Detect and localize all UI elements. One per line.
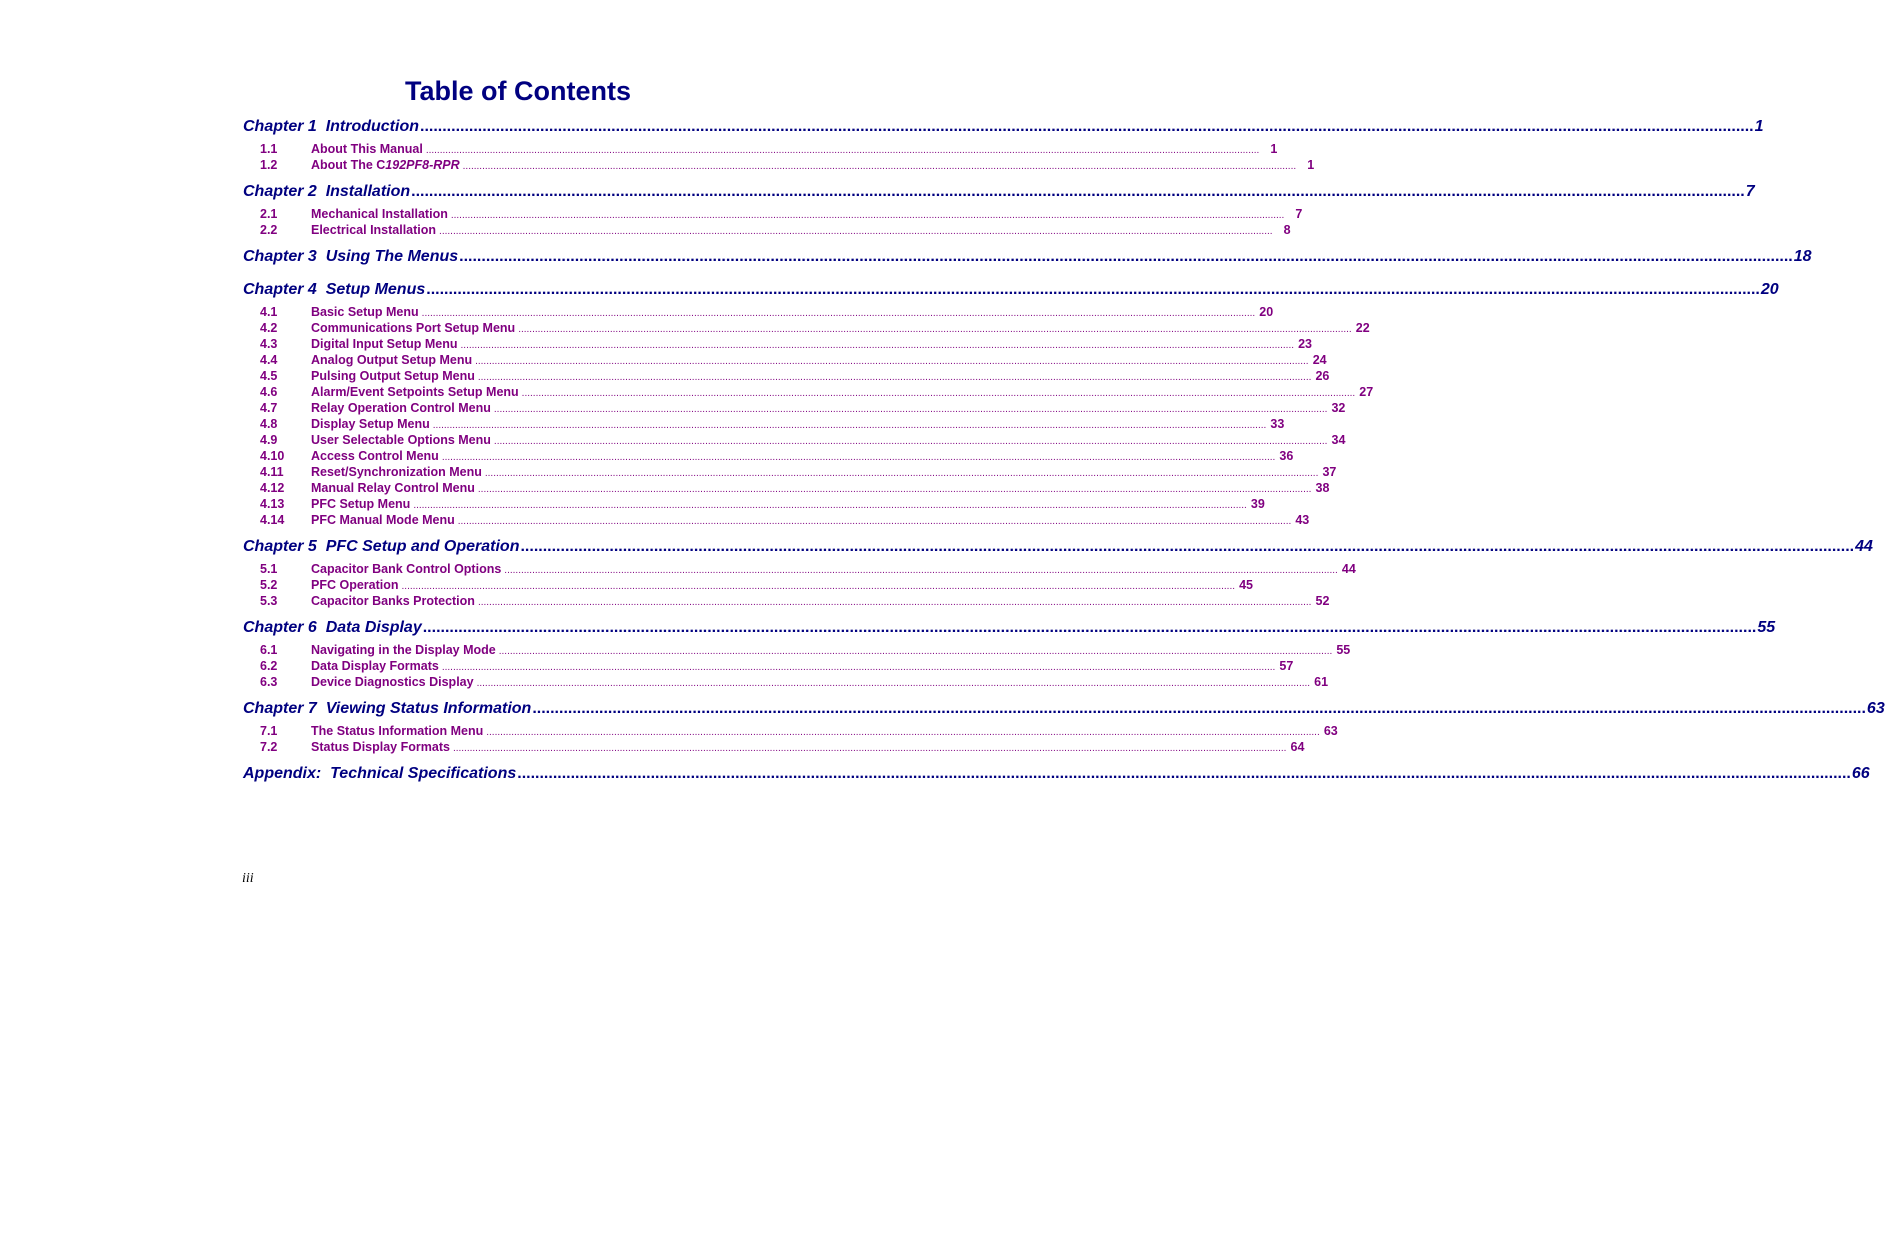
section-title-text: Basic Setup Menu bbox=[311, 305, 419, 319]
toc-section-entry[interactable] bbox=[243, 353, 1327, 369]
dot-leader: ............................................................................................................................................................................................................................................................................................................ bbox=[413, 500, 1247, 511]
toc-chapter-entry[interactable] bbox=[243, 183, 1755, 207]
toc-chapter-entry[interactable] bbox=[243, 118, 1764, 142]
chapter-title: Chapter 6 Data Display bbox=[243, 619, 422, 636]
dot-leader: ............................................................................................................................................................................................................................................................................................................ bbox=[532, 700, 1866, 717]
dot-leader: ............................................................................................................................................................................................................................................................................................................ bbox=[462, 161, 1297, 172]
toc-section-entry[interactable] bbox=[243, 158, 1315, 174]
toc-section-entry[interactable] bbox=[243, 207, 1303, 223]
toc-chapter-entry[interactable] bbox=[243, 700, 1885, 724]
dot-leader: ............................................................................................................................................................................................................................................................................................................ bbox=[476, 678, 1311, 689]
section-page-number: 33 bbox=[1270, 417, 1285, 431]
toc-section-entry[interactable] bbox=[243, 305, 1274, 321]
section-page-number: 38 bbox=[1315, 481, 1330, 495]
section-title bbox=[311, 142, 423, 156]
toc-section-entry[interactable] bbox=[243, 724, 1338, 740]
toc-section-entry[interactable] bbox=[243, 740, 1305, 756]
section-page-number: 61 bbox=[1314, 675, 1329, 689]
section-title bbox=[311, 594, 475, 608]
section-number: 6.3 bbox=[260, 675, 278, 689]
section-page-number: 1 bbox=[1307, 158, 1315, 172]
section-title bbox=[311, 497, 410, 511]
section-title bbox=[311, 724, 483, 738]
section-page-number: 20 bbox=[1259, 305, 1274, 319]
toc-chapter bbox=[243, 248, 1812, 272]
toc-section-entry[interactable] bbox=[243, 562, 1356, 578]
toc-section-entry[interactable] bbox=[243, 321, 1370, 337]
section-number: 2.1 bbox=[260, 207, 278, 221]
chapter-page-number: 44 bbox=[1855, 538, 1873, 555]
dot-leader: ............................................................................................................................................................................................................................................................................................................ bbox=[493, 436, 1328, 447]
dot-leader: ............................................................................................................................................................................................................................................................................................................ bbox=[411, 183, 1745, 200]
chapter-title: Chapter 1 Introduction bbox=[243, 118, 419, 135]
toc-chapter bbox=[243, 765, 1870, 789]
section-title bbox=[311, 643, 496, 657]
section-title bbox=[311, 740, 450, 754]
toc-section-entry[interactable] bbox=[243, 643, 1351, 659]
dot-leader: ............................................................................................................................................................................................................................................................................................................ bbox=[432, 420, 1267, 431]
section-title bbox=[311, 158, 460, 172]
chapter-title: Appendix: Technical Specifications bbox=[243, 765, 517, 782]
dot-leader: ............................................................................................................................................................................................................................................................................................................ bbox=[421, 308, 1256, 319]
chapter-page-number: 1 bbox=[1754, 118, 1764, 135]
section-page-number: 37 bbox=[1322, 465, 1337, 479]
toc-section-entry[interactable] bbox=[243, 513, 1310, 529]
toc-section-entry[interactable] bbox=[243, 337, 1313, 353]
section-number: 1.2 bbox=[260, 158, 278, 172]
chapter-page-number: 20 bbox=[1760, 281, 1779, 298]
section-title-text: Communications Port Setup Menu bbox=[311, 321, 516, 335]
toc-section-entry[interactable] bbox=[243, 401, 1346, 417]
section-title bbox=[311, 369, 475, 383]
dot-leader: ............................................................................................................................................................................................................................................................................................................ bbox=[460, 340, 1295, 351]
section-page-number: 44 bbox=[1341, 562, 1356, 576]
section-number: 4.6 bbox=[260, 385, 278, 399]
dot-leader: ............................................................................................................................................................................................................................................................................................................ bbox=[457, 516, 1292, 527]
section-title-text: Access Control Menu bbox=[311, 449, 439, 463]
dot-leader: ............................................................................................................................................................................................................................................................................................................ bbox=[518, 324, 1352, 335]
section-title-text: Mechanical Installation bbox=[311, 207, 448, 221]
dot-leader: ............................................................................................................................................................................................................................................................................................................ bbox=[486, 727, 1320, 738]
dot-leader: ............................................................................................................................................................................................................................................................................................................ bbox=[459, 248, 1793, 265]
section-number: 4.12 bbox=[260, 481, 285, 495]
section-title bbox=[311, 321, 515, 335]
dot-leader: ............................................................................................................................................................................................................................................................................................................ bbox=[452, 743, 1287, 754]
dot-leader: ............................................................................................................................................................................................................................................................................................................ bbox=[520, 538, 1855, 555]
dot-leader: ............................................................................................................................................................................................................................................................................................................ bbox=[517, 765, 1851, 782]
section-number: 4.13 bbox=[260, 497, 285, 511]
toc-chapter bbox=[243, 619, 1776, 691]
dot-leader: ............................................................................................................................................................................................................................................................................................................ bbox=[477, 372, 1312, 383]
section-number: 1.1 bbox=[260, 142, 278, 156]
dot-leader: ............................................................................................................................................................................................................................................................................................................ bbox=[425, 145, 1260, 156]
section-title bbox=[311, 385, 519, 399]
section-title bbox=[311, 675, 474, 689]
section-title-text: About This Manual bbox=[311, 142, 423, 156]
section-number: 4.7 bbox=[260, 401, 278, 415]
section-title-text: About The C bbox=[311, 158, 386, 172]
section-number: 4.11 bbox=[260, 465, 284, 479]
page-title: Table of Contents bbox=[405, 76, 631, 106]
dot-leader: ............................................................................................................................................................................................................................................................................................................ bbox=[401, 581, 1236, 592]
toc-chapter bbox=[243, 183, 1755, 239]
section-page-number: 32 bbox=[1331, 401, 1346, 415]
section-number: 4.2 bbox=[260, 321, 278, 335]
section-page-number: 26 bbox=[1315, 369, 1330, 383]
section-title-text: Data Display Formats bbox=[311, 659, 439, 673]
toc-section-entry[interactable] bbox=[243, 369, 1330, 385]
section-title bbox=[311, 417, 430, 431]
chapter-page-number: 55 bbox=[1757, 619, 1776, 636]
dot-leader: ............................................................................................................................................................................................................................................................................................................ bbox=[439, 226, 1273, 237]
dot-leader: ............................................................................................................................................................................................................................................................................................................ bbox=[484, 468, 1319, 479]
dot-leader: ............................................................................................................................................................................................................................................................................................................ bbox=[422, 619, 1757, 636]
section-number: 4.9 bbox=[260, 433, 278, 447]
section-title-text: Analog Output Setup Menu bbox=[311, 353, 473, 367]
chapter-page-number: 66 bbox=[1851, 765, 1870, 782]
section-page-number: 1 bbox=[1270, 142, 1278, 156]
section-page-number: 34 bbox=[1331, 433, 1346, 447]
toc-section-entry[interactable] bbox=[243, 142, 1278, 158]
section-title bbox=[311, 578, 399, 592]
section-title bbox=[311, 401, 491, 415]
section-number: 4.14 bbox=[260, 513, 285, 527]
toc-section-entry[interactable] bbox=[243, 578, 1254, 594]
dot-leader: ............................................................................................................................................................................................................................................................................................................ bbox=[521, 388, 1356, 399]
section-number: 6.1 bbox=[260, 643, 278, 657]
section-page-number: 7 bbox=[1295, 207, 1303, 221]
section-title-text: Reset/Synchronization Menu bbox=[311, 465, 482, 479]
toc-chapter bbox=[243, 700, 1885, 756]
toc-section-entry[interactable] bbox=[243, 481, 1330, 497]
dot-leader: ............................................................................................................................................................................................................................................................................................................ bbox=[493, 404, 1328, 415]
section-title bbox=[311, 465, 482, 479]
section-page-number: 36 bbox=[1279, 449, 1294, 463]
section-title bbox=[311, 449, 439, 463]
section-title-text: Digital Input Setup Menu bbox=[311, 337, 458, 351]
toc-section-entry[interactable] bbox=[243, 385, 1374, 401]
toc-section-entry[interactable] bbox=[243, 675, 1329, 691]
toc-chapter bbox=[243, 281, 1779, 529]
toc-section-entry[interactable] bbox=[243, 659, 1294, 675]
chapter-title: Chapter 2 Installation bbox=[243, 183, 411, 200]
section-title-text: PFC Setup Menu bbox=[311, 497, 411, 511]
section-page-number: 52 bbox=[1315, 594, 1330, 608]
section-title-text: Status Display Formats bbox=[311, 740, 450, 754]
section-title-text: Device Diagnostics Display bbox=[311, 675, 474, 689]
section-title-text: Alarm/Event Setpoints Setup Menu bbox=[311, 385, 519, 399]
section-number: 4.10 bbox=[260, 449, 285, 463]
toc-chapter-entry[interactable] bbox=[243, 765, 1870, 789]
section-title-text: PFC Manual Mode Menu bbox=[311, 513, 455, 527]
section-number: 6.2 bbox=[260, 659, 278, 673]
section-number: 4.1 bbox=[260, 305, 278, 319]
chapter-title: Chapter 7 Viewing Status Information bbox=[243, 700, 532, 717]
section-title bbox=[311, 562, 501, 576]
dot-leader: ............................................................................................................................................................................................................................................................................................................ bbox=[450, 210, 1285, 221]
toc-section-entry[interactable] bbox=[243, 417, 1285, 433]
section-number: 5.3 bbox=[260, 594, 278, 608]
section-number: 2.2 bbox=[260, 223, 278, 237]
section-page-number: 64 bbox=[1290, 740, 1305, 754]
section-title bbox=[311, 223, 436, 237]
section-title-text: Pulsing Output Setup Menu bbox=[311, 369, 475, 383]
toc-section-entry[interactable] bbox=[243, 465, 1337, 481]
section-title bbox=[311, 659, 439, 673]
toc-section-entry[interactable] bbox=[243, 497, 1265, 513]
section-page-number: 8 bbox=[1283, 223, 1291, 237]
section-title-text: The Status Information Menu bbox=[311, 724, 484, 738]
toc-chapter-entry[interactable] bbox=[243, 248, 1812, 272]
section-title bbox=[311, 353, 472, 367]
dot-leader: ............................................................................................................................................................................................................................................................................................................ bbox=[498, 646, 1333, 657]
dot-leader: ............................................................................................................................................................................................................................................................................................................ bbox=[426, 281, 1760, 298]
section-page-number: 23 bbox=[1298, 337, 1313, 351]
section-title-text: Electrical Installation bbox=[311, 223, 437, 237]
dot-leader: ............................................................................................................................................................................................................................................................................................................ bbox=[477, 484, 1312, 495]
dot-leader: ............................................................................................................................................................................................................................................................................................................ bbox=[420, 118, 1754, 135]
section-title bbox=[311, 305, 419, 319]
section-title bbox=[311, 513, 455, 527]
page-number: iii bbox=[242, 871, 254, 886]
section-page-number: 39 bbox=[1250, 497, 1265, 511]
toc-section-entry[interactable] bbox=[243, 223, 1291, 239]
section-page-number: 45 bbox=[1239, 578, 1254, 592]
chapter-title: Chapter 3 Using The Menus bbox=[243, 248, 459, 265]
section-title-text: PFC Operation bbox=[311, 578, 399, 592]
section-number: 4.8 bbox=[260, 417, 278, 431]
section-number: 4.4 bbox=[260, 353, 278, 367]
table-of-contents bbox=[243, 118, 1885, 798]
section-page-number: 22 bbox=[1355, 321, 1370, 335]
dot-leader: ............................................................................................................................................................................................................................................................................................................ bbox=[504, 565, 1338, 576]
section-title-text: Manual Relay Control Menu bbox=[311, 481, 475, 495]
section-title bbox=[311, 207, 448, 221]
section-page-number: 57 bbox=[1279, 659, 1294, 673]
toc-section-entry[interactable] bbox=[243, 594, 1330, 610]
section-number: 5.2 bbox=[260, 578, 278, 592]
section-page-number: 43 bbox=[1295, 513, 1310, 527]
section-page-number: 55 bbox=[1336, 643, 1351, 657]
section-number: 4.3 bbox=[260, 337, 278, 351]
section-title-text: User Selectable Options Menu bbox=[311, 433, 491, 447]
toc-section-entry[interactable] bbox=[243, 449, 1294, 465]
section-title-text: Display Setup Menu bbox=[311, 417, 430, 431]
section-title-text: Navigating in the Display Mode bbox=[311, 643, 496, 657]
section-title bbox=[311, 481, 475, 495]
chapter-page-number: 18 bbox=[1793, 248, 1812, 265]
toc-chapter bbox=[243, 118, 1764, 174]
dot-leader: ............................................................................................................................................................................................................................................................................................................ bbox=[441, 452, 1276, 463]
section-page-number: 63 bbox=[1323, 724, 1338, 738]
toc-chapter bbox=[243, 538, 1873, 610]
chapter-page-number: 7 bbox=[1745, 183, 1755, 200]
toc-chapter-entry[interactable] bbox=[243, 281, 1779, 305]
section-number: 5.1 bbox=[260, 562, 278, 576]
section-title-text: Capacitor Bank Control Options bbox=[311, 562, 502, 576]
section-title-model: 192PF8-RPR bbox=[385, 158, 460, 172]
chapter-title: Chapter 4 Setup Menus bbox=[243, 281, 426, 298]
section-title bbox=[311, 337, 458, 351]
section-title-text: Capacitor Banks Protection bbox=[311, 594, 475, 608]
section-page-number: 27 bbox=[1359, 385, 1374, 399]
section-title bbox=[311, 433, 491, 447]
toc-chapter-entry[interactable] bbox=[243, 538, 1873, 562]
section-page-number: 24 bbox=[1312, 353, 1327, 367]
toc-section-entry[interactable] bbox=[243, 433, 1346, 449]
toc-chapter-entry[interactable] bbox=[243, 619, 1776, 643]
section-number: 4.5 bbox=[260, 369, 278, 383]
section-number: 7.1 bbox=[260, 724, 278, 738]
chapter-title: Chapter 5 PFC Setup and Operation bbox=[243, 538, 520, 555]
chapter-page-number: 63 bbox=[1866, 700, 1885, 717]
section-number: 7.2 bbox=[260, 740, 278, 754]
dot-leader: ............................................................................................................................................................................................................................................................................................................ bbox=[475, 356, 1309, 367]
dot-leader: ............................................................................................................................................................................................................................................................................................................ bbox=[477, 597, 1312, 608]
dot-leader: ............................................................................................................................................................................................................................................................................................................ bbox=[441, 662, 1276, 673]
section-title-text: Relay Operation Control Menu bbox=[311, 401, 491, 415]
